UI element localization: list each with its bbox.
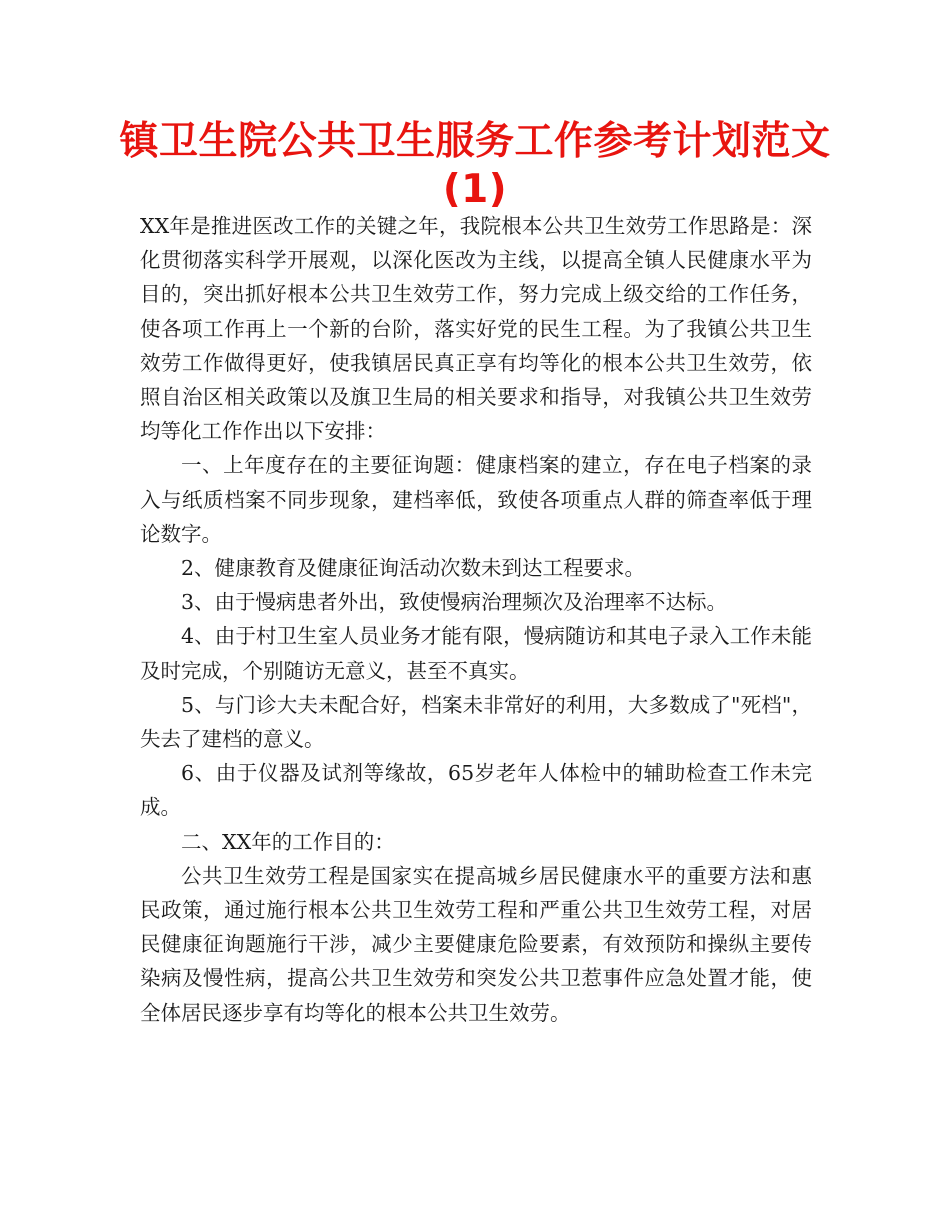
- paragraph-section-one-heading: 一、上年度存在的主要征询题：健康档案的建立，存在电子档案的录入与纸质档案不同步现象，建档率低，致使各项重点人群的筛查率低于理论数字。: [140, 453, 812, 546]
- paragraph-section-two-body: 公共卫生效劳工程是国家实在提高城乡居民健康水平的重要方法和惠民政策，通过施行根本公共卫生效劳工程和严重公共卫生效劳工程，对居民健康征询题施行干涉，减少主要健康危险要素，有效预防和操纵主要传染病及慢性病，提高公共卫生效劳和突发公共卫惹事件应急处置才能，使全体居民逐步享有均等化的根本公共卫生效劳。: [140, 863, 812, 1025]
- document-title: 镇卫生院公共卫生服务工作参考计划范文(1): [119, 119, 831, 212]
- paragraph-intro: XX年是推进医改工作的关键之年，我院根本公共卫生效劳工作思路是：深化贯彻落实科学开展观，以深化医改为主线，以提高全镇人民健康水平为目的，突出抓好根本公共卫生效劳工作，努力完成上级交给的工作任务，使各项工作再上一个新的台阶，落实好党的民生工程。为了我镇公共卫生效劳工作做得更好，使我镇居民真正享有均等化的根本公共卫生效劳，依照自治区相关政策以及旗卫生局的相关要求和指导，对我镇公共卫生效劳均等化工作作出以下安排：: [140, 214, 812, 444]
- paragraph-issue-2: 2、健康教育及健康征询活动次数未到达工程要求。: [181, 556, 646, 581]
- paragraph-issue-3: 3、由于慢病患者外出，致使慢病治理频次及治理率不达标。: [181, 590, 728, 615]
- paragraph-issue-5: 5、与门诊大夫未配合好，档案未非常好的利用，大多数成了"死档"，失去了建档的意义。: [140, 692, 812, 752]
- document-body: [140, 209, 812, 1030]
- paragraph-issue-6: 6、由于仪器及试剂等缘故，65岁老年人体检中的辅助检查工作未完成。: [140, 761, 812, 820]
- paragraph-section-two-heading: 二、XX年的工作目的：: [181, 829, 395, 854]
- paragraph-issue-4: 4、由于村卫生室人员业务才能有限，慢病随访和其电子录入工作未能及时完成，个别随访无意义，甚至不真实。: [140, 624, 812, 683]
